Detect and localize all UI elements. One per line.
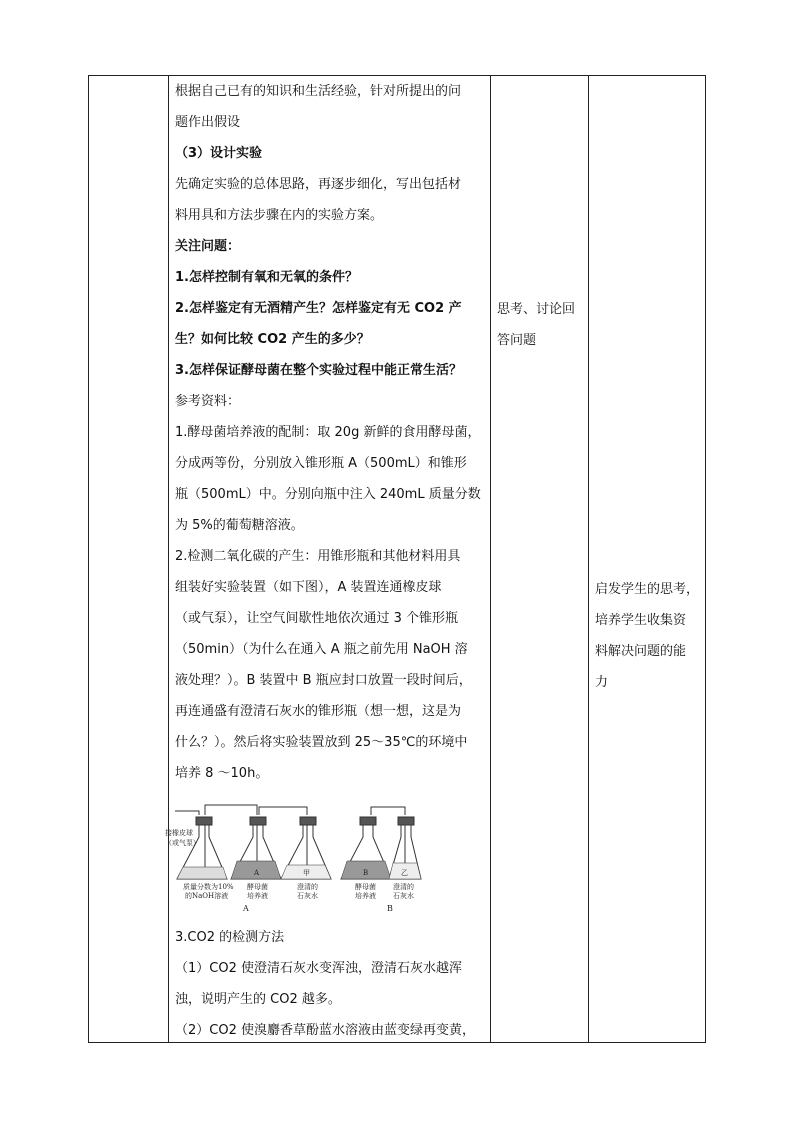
- text-line: 为 5%的葡萄糖溶液。: [175, 518, 304, 533]
- text-line: 关注问题：: [175, 239, 241, 254]
- text-line: 分成两等份，分别放入锥形瓶 A（500mL）和锥形: [175, 456, 467, 471]
- student-activity-column: [497, 294, 585, 356]
- text-line: 组装好实验装置（如下图），A 装置连通橡皮球: [175, 580, 442, 595]
- text-line: 瓶（500mL）中。分别向瓶中注入 240mL 质量分数: [175, 487, 481, 502]
- text-line: 2.检测二氧化碳的产生：用锥形瓶和其他材料用具: [175, 549, 461, 564]
- text-line: 液处理？）。B 装置中 B 瓶应封口放置一段时间后，: [175, 673, 472, 688]
- text-line: 力: [595, 675, 609, 690]
- flask-letter: 甲: [303, 869, 310, 877]
- flask-caption: 酵母菌: [355, 883, 376, 891]
- text-line: 料用具和方法步骤在内的实验方案。: [175, 208, 384, 223]
- text-line: 什么？）。然后将实验装置放到 25～35℃的环境中: [175, 735, 468, 750]
- text-line: （50min）（为什么在通入 A 瓶之前先用 NaOH 溶: [175, 642, 468, 657]
- text-line: 根据自己已有的知识和生活经验，针对所提出的问: [175, 84, 462, 99]
- experiment-apparatus-figure: [165, 801, 425, 921]
- setup-label: B: [387, 904, 393, 913]
- flask-caption: 澄清的: [297, 883, 318, 891]
- teaching-content-column: [175, 76, 491, 789]
- text-line: 1.酵母菌培养液的配制：取 20g 新鲜的食用酵母菌，: [175, 425, 481, 440]
- text-line: 参考资料：: [175, 394, 241, 409]
- text-line: （3）设计实验: [175, 146, 263, 161]
- text-line: 培养 8 ～10h。: [175, 766, 269, 781]
- teaching-content-continued: [175, 922, 491, 1046]
- text-line: 生？如何比较 CO2 产生的多少？: [175, 332, 370, 347]
- flask-letter: 乙: [401, 869, 408, 877]
- text-line: （2）CO2 使溴麝香草酚蓝水溶液由蓝变绿再变黄，: [175, 1023, 475, 1038]
- text-line: 启发学生的思考，: [595, 582, 700, 597]
- text-line: （或气泵），让空气间歇性地依次通过 3 个锥形瓶: [175, 611, 459, 626]
- text-line: 答问题: [497, 333, 537, 348]
- flask-letter: B: [363, 869, 369, 877]
- text-line: 浊，说明产生的 CO2 越多。: [175, 992, 341, 1007]
- pump-label: （或气泵）: [165, 839, 200, 847]
- text-line: 题作出假设: [175, 115, 241, 130]
- flask-caption: 质量分数为10%: [183, 883, 234, 891]
- pump-label: 接橡皮球: [165, 829, 193, 837]
- text-line: 3.CO2 的检测方法: [175, 930, 285, 945]
- text-line: 培养学生收集资: [595, 613, 687, 628]
- lesson-table: [88, 75, 706, 1043]
- text-line: 1.怎样控制有氧和无氧的条件？: [175, 270, 358, 285]
- text-line: 3.怎样保证酵母菌在整个实验过程中能正常生活？: [175, 363, 462, 378]
- flask-caption: 培养液: [355, 892, 376, 900]
- flask-letter: A: [254, 869, 260, 877]
- design-intent-column: [595, 574, 703, 698]
- flask-caption: 石灰水: [393, 892, 414, 900]
- setup-label: A: [243, 904, 249, 913]
- column-divider: [588, 76, 589, 1042]
- text-line: 料解决问题的能: [595, 644, 687, 659]
- flask-caption: 石灰水: [297, 892, 318, 900]
- flask-caption: 的NaOH溶液: [185, 892, 229, 900]
- text-line: （1）CO2 使澄清石灰水变浑浊，澄清石灰水越浑: [175, 961, 462, 976]
- flask-caption: 培养液: [247, 892, 268, 900]
- text-line: 先确定实验的总体思路，再逐步细化，写出包括材: [175, 177, 462, 192]
- flask-caption: 酵母菌: [247, 883, 268, 891]
- text-line: 再连通盛有澄清石灰水的锥形瓶（想一想，这是为: [175, 704, 462, 719]
- flask-caption: 澄清的: [393, 883, 414, 891]
- text-line: 思考、讨论回: [497, 302, 576, 317]
- text-line: 2.怎样鉴定有无酒精产生？怎样鉴定有无 CO2 产: [175, 301, 462, 316]
